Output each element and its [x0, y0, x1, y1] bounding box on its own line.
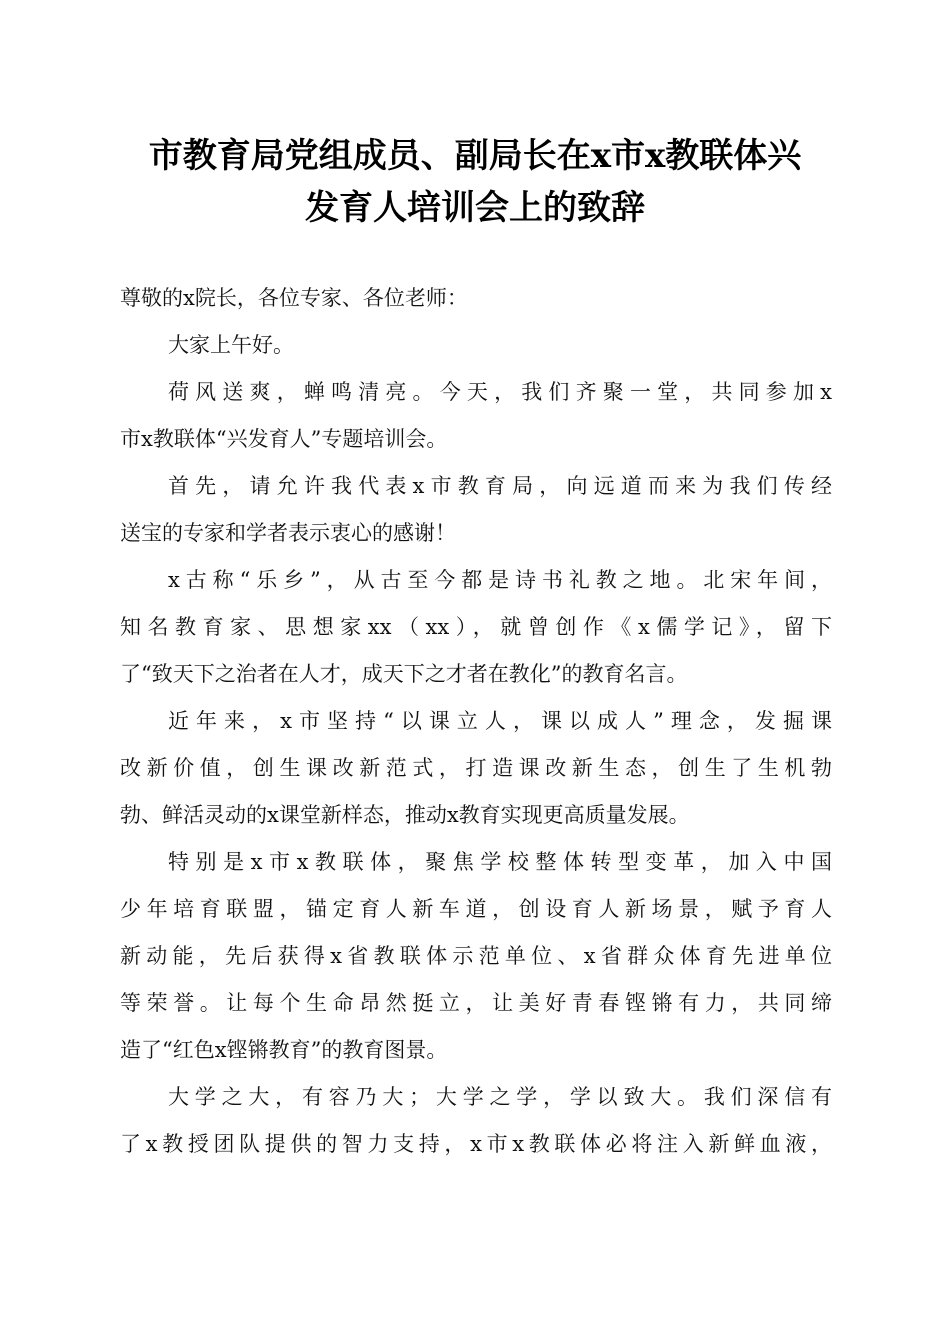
- paragraph-line: 改新价值，创生课改新范式，打造课改新生态，创生了生机勃: [120, 756, 832, 780]
- paragraph-line: 了“致天下之治者在人才，成天下之才者在教化”的教育名言。: [120, 662, 688, 686]
- paragraph-line: 少年培育联盟，锚定育人新车道，创设育人新场景，赋予育人: [120, 897, 832, 921]
- paragraph-line: 首先，请允许我代表x市教育局，向远道而来为我们传经: [168, 474, 832, 498]
- title-line-2: 发育人培训会上的致辞: [305, 188, 645, 228]
- paragraph-line: 知名教育家、思想家xx（xx），就曾创作《x儒学记》，留下: [120, 615, 832, 639]
- paragraph-line: 市x教联体“兴发育人”专题培训会。: [120, 427, 448, 451]
- document-body: [120, 275, 832, 1168]
- paragraph-line: 新动能，先后获得x省教联体示范单位、x省群众体育先进单位: [120, 944, 832, 968]
- paragraph-line: 勃、鲜活灵动的x课堂新样态，推动x教育实现更高质量发展。: [120, 803, 690, 827]
- paragraph-line: 特别是x市x教联体，聚焦学校整体转型变革，加入中国: [168, 850, 832, 874]
- salutation-line: 尊敬的x院长，各位专家、各位老师：: [120, 286, 468, 310]
- paragraph-line: 造了“红色x铿锵教育”的教育图景。: [120, 1038, 448, 1062]
- title-line-1: 市教育局党组成员、副局长在x市x教联体兴: [148, 136, 802, 176]
- paragraph-line: 等荣誉。让每个生命昂然挺立，让美好青春铿锵有力，共同缔: [120, 991, 832, 1015]
- paragraph-line: 送宝的专家和学者表示衷心的感谢！: [120, 521, 456, 545]
- paragraph-line: x古称“乐乡”，从古至今都是诗书礼教之地。北宋年间，: [168, 568, 832, 592]
- paragraph-line: 荷风送爽，蝉鸣清亮。今天，我们齐聚一堂，共同参加x: [168, 380, 832, 404]
- paragraph-line: 大学之大，有容乃大；大学之学，学以致大。我们深信有: [168, 1085, 832, 1109]
- paragraph-line: 近年来，x市坚持“以课立人，课以成人”理念，发掘课: [168, 709, 832, 733]
- paragraph-line: 了x教授团队提供的智力支持，x市x教联体必将注入新鲜血液，: [120, 1132, 832, 1156]
- document-title: [100, 130, 850, 234]
- greeting-line: 大家上午好。: [168, 333, 294, 357]
